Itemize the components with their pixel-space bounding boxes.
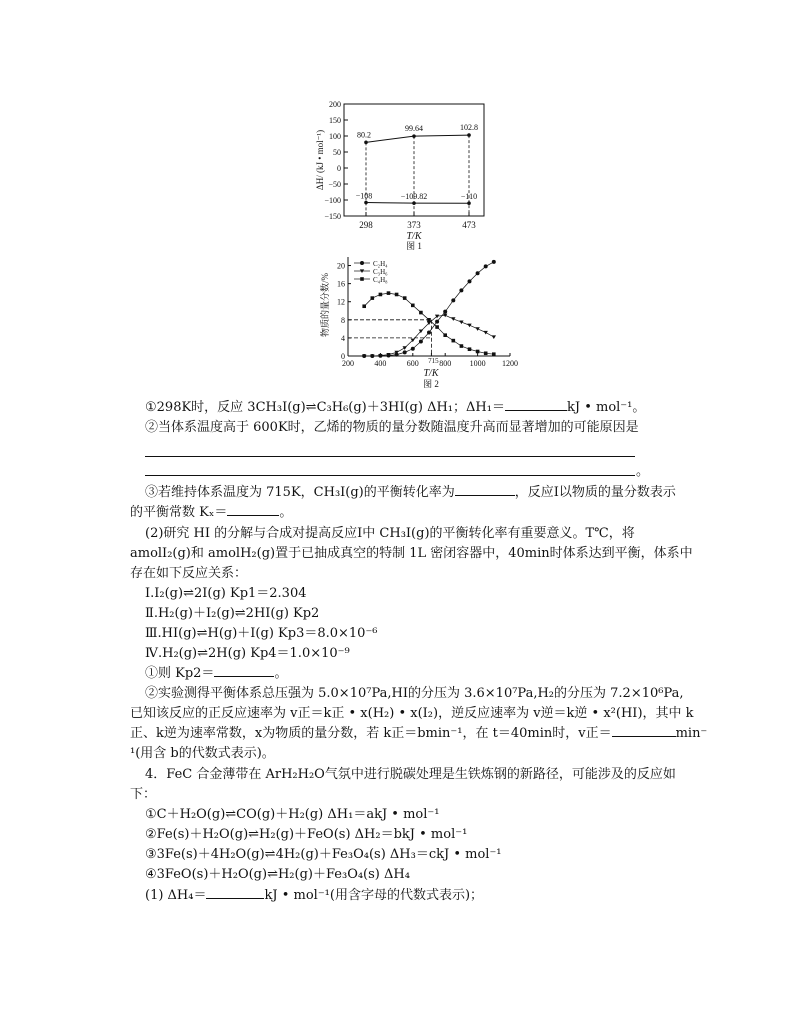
fig1-data-label: 102.8 [460, 123, 478, 133]
fig2-x-tick-label: 200 [342, 359, 354, 368]
fig2-x-tick-label: 715 [428, 357, 439, 365]
fig2-point-square [452, 339, 456, 343]
reaction-1: Ⅰ.I₂(g)⇌2I(g) Kp1＝2.304 [145, 586, 307, 601]
fig2-legend-circle [360, 261, 364, 265]
fig2-legend-label: C₄H₈ [373, 276, 388, 284]
fig2-y-tick-label: 12 [337, 297, 345, 307]
fig2-point-circle [443, 310, 447, 314]
p2-line-2: amolI₂(g)和 amolH₂(g)置于已抽成真空的特制 1L 密闭容器中，40min时体系达到平衡，体系中 [130, 546, 693, 561]
fig2-x-tick-label: 1000 [469, 359, 486, 368]
fig2-point-square [460, 344, 464, 348]
q1-line [145, 398, 645, 418]
fig2-point-circle [435, 320, 439, 324]
fig1-x-tick-label: 298 [359, 220, 373, 230]
fig2-legend-square [360, 277, 364, 281]
fig1-series [356, 123, 478, 216]
q5-text: ①则 Kp2＝ [145, 666, 215, 681]
q1-answer-blank[interactable] [505, 410, 567, 411]
fig1-x-tick-label: 473 [462, 220, 476, 230]
fig2-point-triangle [484, 331, 488, 335]
fig2-point-circle [419, 340, 423, 344]
fig2-point-square [395, 293, 399, 297]
fig1-y-tick-label: −100 [324, 196, 341, 205]
fig2-x-ticks [342, 353, 518, 368]
fig1-data-label: −110 [460, 192, 478, 202]
fig2-point-circle [403, 350, 407, 354]
fig2-point-triangle [403, 346, 407, 350]
q6-line-1: ②实验测得平衡体系总压强为 5.0×10⁷Pa,HI的分压为 3.6×10⁷Pa,H₂的分压为 7.2×10⁶Pa, [145, 686, 684, 701]
q6-text: 正、k逆为速率常数，x为物质的量分数，若 k正＝bmin⁻¹，在 t＝40min时，v正＝ [130, 726, 612, 741]
fig2-guide-lines [348, 320, 431, 356]
fig1-x-axis-label: T/K [406, 231, 422, 242]
q4-end: 。 [279, 505, 293, 520]
fig2-y-tick-label: 16 [337, 279, 345, 289]
q6-line-4: ¹(用含 b的代数式表示)。 [130, 746, 275, 761]
q6-unit: min⁻ [675, 726, 708, 741]
fig2-point-square [492, 352, 496, 356]
fig1-y-tick-label: −150 [324, 212, 341, 221]
fig2-point-circle [459, 288, 463, 292]
fig1-data-point [364, 141, 368, 145]
fig2-point-square [362, 304, 366, 308]
fig2-point-square [484, 351, 488, 355]
p4-reaction-2: ②Fe(s)＋H₂O(g)⇌H₂(g)＋FeO(s) ΔH₂＝bkJ • mol⁻¹ [145, 827, 468, 842]
p4-reaction-3: ③3Fe(s)＋4H₂O(g)⇌4H₂(g)＋Fe₃O₄(s) ΔH₃＝ckJ • mol⁻¹ [145, 847, 502, 862]
fig2-point-circle [451, 298, 455, 302]
fig2-point-square [379, 293, 383, 297]
fig1-data-point [412, 201, 416, 205]
fig2-point-square [468, 347, 472, 351]
fig2-x-tick-label: 400 [374, 359, 387, 368]
p2-line-3: 存在如下反应关系： [130, 566, 248, 581]
fig2-point-circle [468, 279, 472, 283]
fig1-y-axis-label: ΔH/ (kJ • mol⁻¹) [315, 129, 325, 191]
fig2-point-square [443, 333, 447, 337]
fig2-legend [354, 260, 388, 284]
q2-answer-line-1[interactable] [145, 456, 635, 457]
q3-answer-blank[interactable] [455, 495, 515, 496]
q6-line-2: 已知该反应的正反应速率为 v正＝k正 • x(H₂) • x(I₂)，逆反应速率为 v逆＝k逆 • x²(HI)，其中 k [130, 706, 694, 721]
q5-answer-blank[interactable] [214, 676, 274, 677]
fig2-point-triangle [467, 324, 471, 328]
fig2-y-axis-label: 物质的量分数/% [320, 273, 330, 337]
fig2-point-square [403, 296, 407, 300]
fig2-x-tick-label: 800 [439, 359, 452, 368]
fig1-y-tick-label: 100 [329, 132, 341, 141]
q4-answer-blank[interactable] [227, 515, 279, 516]
fig2-legend-label: C₃H₆ [373, 268, 388, 276]
reaction-2: Ⅱ.H₂(g)＋I₂(g)⇌2HI(g) Kp2 [145, 606, 320, 621]
reaction-3: Ⅲ.HI(g)⇌H(g)＋I(g) Kp3＝8.0×10⁻⁶ [145, 626, 378, 641]
p4-reaction-4: ④3FeO(s)＋H₂O(g)⇌H₂(g)＋Fe₃O₄(s) ΔH₄ [145, 867, 410, 882]
fig2-x-tick-label: 600 [406, 359, 419, 368]
p4-q1-answer-blank[interactable] [206, 898, 264, 899]
fig2-point-square [476, 350, 480, 354]
p4-q1-text: (1) ΔH₄＝ [145, 888, 207, 903]
q5-end: 。 [274, 666, 288, 681]
fig2-legend-label: C₂H₄ [373, 260, 388, 268]
fig1-y-tick-label: 150 [329, 116, 341, 125]
fig1-series-line [366, 135, 469, 142]
figure-1-chart [310, 100, 490, 250]
q2-line: ②当体系温度高于 600K时，乙烯的物质的量分数随温度升高而显著增加的可能原因是 [145, 420, 639, 435]
q3-line [145, 483, 676, 503]
fig2-point-triangle [459, 320, 463, 324]
fig2-y-tick-label: 20 [337, 261, 345, 271]
fig1-caption: 图 1 [406, 241, 422, 250]
fig1-data-point [467, 133, 471, 137]
fig1-data-label: −108 [355, 191, 373, 201]
fig2-point-square [371, 296, 375, 300]
fig2-point-circle [476, 271, 480, 275]
p4-line-1: 4．FeC 合金薄带在 ArH₂H₂O气氛中进行脱碳处理是生铁炼钢的新路径，可能涉及的反应如 [145, 767, 676, 782]
fig1-y-tick-label: −50 [328, 180, 341, 189]
fig2-point-circle [484, 264, 488, 268]
fig2-point-square [419, 311, 423, 315]
p4-reaction-1: ①C＋H₂O(g)⇌CO(g)＋H₂(g) ΔH₁＝akJ • mol⁻¹ [145, 807, 440, 822]
fig2-point-triangle [492, 335, 496, 339]
q4-line [130, 503, 292, 523]
fig2-point-circle [492, 260, 496, 264]
fig2-caption: 图 2 [423, 379, 439, 389]
reaction-4: Ⅳ.H₂(g)⇌2H(g) Kp4＝1.0×10⁻⁹ [145, 646, 350, 661]
fig1-y-tick-label: 50 [333, 148, 341, 157]
fig1-data-label: 99.64 [405, 124, 423, 134]
fig2-y-tick-label: 4 [341, 333, 345, 343]
q1-unit: kJ • mol⁻¹。 [566, 400, 646, 415]
fig2-point-circle [427, 330, 431, 334]
fig1-series-line [366, 203, 469, 204]
fig2-y-ticks [337, 262, 351, 361]
q2-end: 。 [636, 464, 650, 479]
fig1-y-tick-label: 200 [329, 100, 341, 109]
fig2-y-tick-label: 8 [341, 315, 345, 325]
p2-line-1: (2)研究 HI 的分解与合成对提高反应Ⅰ中 CH₃I(g)的平衡转化率有重要意义。T℃，将 [145, 526, 635, 541]
fig1-data-point [467, 201, 471, 205]
fig2-x-tick-label: 1200 [502, 359, 518, 368]
fig2-y-tick-label: 0 [341, 352, 345, 361]
fig1-x-tick-label: 373 [407, 220, 421, 230]
q3-text: ③若维持体系温度为 715K，CH₃I(g)的平衡转化率为 [145, 485, 455, 500]
figure-2-chart [318, 253, 518, 391]
fig2-point-triangle [475, 327, 479, 331]
q1-text: ①298K时，反应 3CH₃I(g)⇌C₃H₆(g)＋3HI(g) ΔH₁；ΔH₁＝ [145, 400, 505, 415]
fig2-point-square [427, 318, 431, 322]
q2-answer-line-2[interactable] [145, 475, 635, 476]
q3-text-b: ，反应Ⅰ以物质的量分数表示 [514, 485, 676, 500]
fig1-data-point [412, 134, 416, 138]
q4-text: 的平衡常数 Kₓ＝ [130, 505, 228, 520]
fig2-point-square [411, 304, 415, 308]
fig2-x-axis-label: T/K [423, 368, 439, 379]
q6-answer-blank[interactable] [612, 736, 676, 737]
q6-line-3 [130, 724, 707, 744]
fig2-point-triangle [451, 317, 455, 321]
fig2-point-square [387, 291, 391, 295]
fig1-x-ticks [359, 212, 476, 230]
q5-line [145, 664, 287, 684]
p4-q1-unit: kJ • mol⁻¹(用含字母的代数式表示)； [264, 888, 484, 903]
fig1-data-label: −109.82 [400, 192, 428, 202]
fig1-y-tick-label: 0 [337, 164, 341, 173]
fig2-point-circle [411, 347, 415, 351]
p4-q1-line [145, 886, 483, 906]
fig1-data-point [364, 201, 368, 205]
fig1-data-label: 80.2 [357, 130, 371, 140]
p4-line-2: 下： [130, 787, 157, 802]
fig2-point-square [435, 325, 439, 329]
